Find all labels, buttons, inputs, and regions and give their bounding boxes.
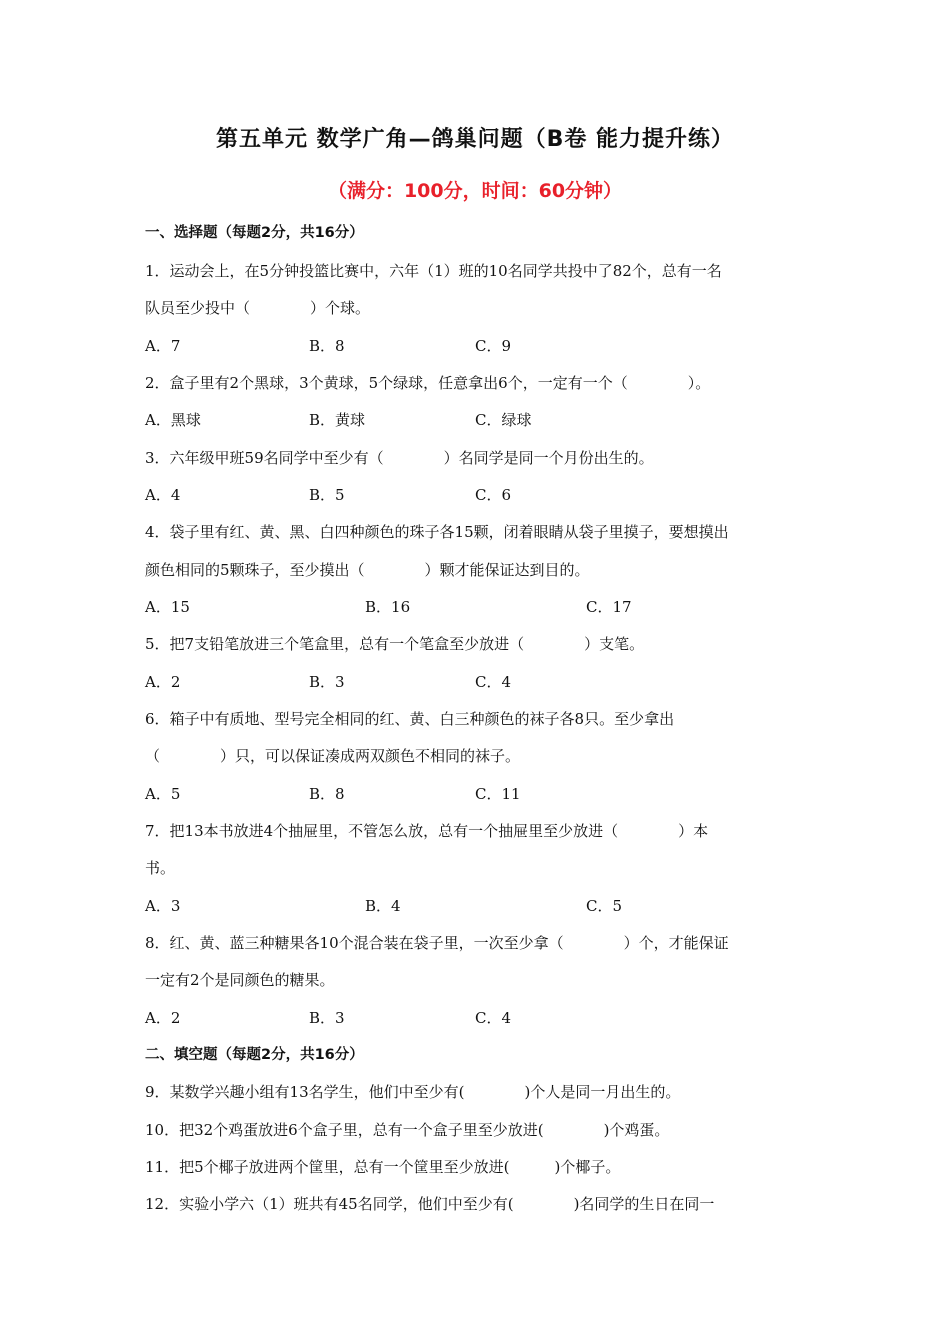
question-7-option-a: A．3	[145, 897, 181, 915]
section-heading-fill-blank: 二、填空题（每题2分，共16分）	[145, 1047, 364, 1063]
question-2-option-b: B．黄球	[309, 411, 366, 429]
question-7-line-2: 书。	[145, 859, 176, 877]
page-subtitle: （满分：100分，时间：60分钟）	[327, 180, 623, 202]
question-4-line-1: 4．袋子里有红、黄、黑、白四种颜色的珠子各15颗，闭着眼睛从袋子里摸子，要想摸出	[145, 523, 729, 541]
question-6-option-c: C．11	[475, 785, 521, 803]
question-10: 10．把32个鸡蛋放进6个盒子里，总有一个盒子里至少放进( )个鸡蛋。	[145, 1121, 670, 1139]
question-8-line-1: 8．红、黄、蓝三种糖果各10个混合装在袋子里，一次至少拿（ ）个，才能保证	[145, 934, 729, 952]
question-8-option-a: A．2	[145, 1009, 181, 1027]
question-1-line-1: 1．运动会上，在5分钟投篮比赛中，六年（1）班的10名同学共投中了82个，总有一名	[145, 262, 722, 280]
question-7-option-b: B．4	[365, 897, 401, 915]
question-3-option-a: A．4	[145, 486, 181, 504]
question-1-line-2: 队员至少投中（ ）个球。	[145, 299, 371, 317]
question-3-line-1: 3．六年级甲班59名同学中至少有（ ）名同学是同一个月份出生的。	[145, 449, 654, 467]
question-8-option-c: C．4	[475, 1009, 512, 1027]
question-4-option-c: C．17	[586, 598, 632, 616]
question-2-line-1: 2．盒子里有2个黑球，3个黄球，5个绿球，任意拿出6个，一定有一个（ ）。	[145, 374, 711, 392]
question-5-line-1: 5．把7支铅笔放进三个笔盒里，总有一个笔盒至少放进（ ）支笔。	[145, 635, 645, 653]
question-3-option-b: B．5	[309, 486, 345, 504]
question-1-option-b: B．8	[309, 337, 345, 355]
question-6-option-b: B．8	[309, 785, 345, 803]
question-6-line-2: （ ）只，可以保证凑成两双颜色不相同的袜子。	[145, 747, 521, 765]
question-1-option-a: A．7	[145, 337, 181, 355]
question-5-option-a: A．2	[145, 673, 181, 691]
question-5-option-c: C．4	[475, 673, 512, 691]
question-2-option-c: C．绿球	[475, 411, 532, 429]
question-6-option-a: A．5	[145, 785, 181, 803]
question-5-option-b: B．3	[309, 673, 345, 691]
question-12: 12．实验小学六（1）班共有45名同学，他们中至少有( )名同学的生日在同一	[145, 1195, 715, 1213]
question-7-option-c: C．5	[586, 897, 623, 915]
question-7-line-1: 7．把13本书放进4个抽屉里，不管怎么放，总有一个抽屉里至少放进（ ）本	[145, 822, 709, 840]
question-9: 9．某数学兴趣小组有13名学生，他们中至少有( )个人是同一月出生的。	[145, 1083, 681, 1101]
question-3-option-c: C．6	[475, 486, 512, 504]
question-6-line-1: 6．箱子中有质地、型号完全相同的红、黄、白三种颜色的袜子各8只。至少拿出	[145, 710, 675, 728]
question-2-option-a: A．黑球	[145, 411, 201, 429]
page-title: 第五单元 数学广角—鸽巢问题（B卷 能力提升练）	[215, 127, 735, 152]
question-4-line-2: 颜色相同的5颗珠子，至少摸出（ ）颗才能保证达到目的。	[145, 561, 590, 579]
question-4-option-a: A．15	[145, 598, 190, 616]
question-8-option-b: B．3	[309, 1009, 345, 1027]
question-1-option-c: C．9	[475, 337, 512, 355]
question-4-option-b: B．16	[365, 598, 411, 616]
question-11: 11．把5个椰子放进两个筐里，总有一个筐里至少放进( )个椰子。	[145, 1158, 621, 1176]
section-heading-choice: 一、选择题（每题2分，共16分）	[145, 225, 364, 241]
question-8-line-2: 一定有2个是同颜色的糖果。	[145, 971, 335, 989]
